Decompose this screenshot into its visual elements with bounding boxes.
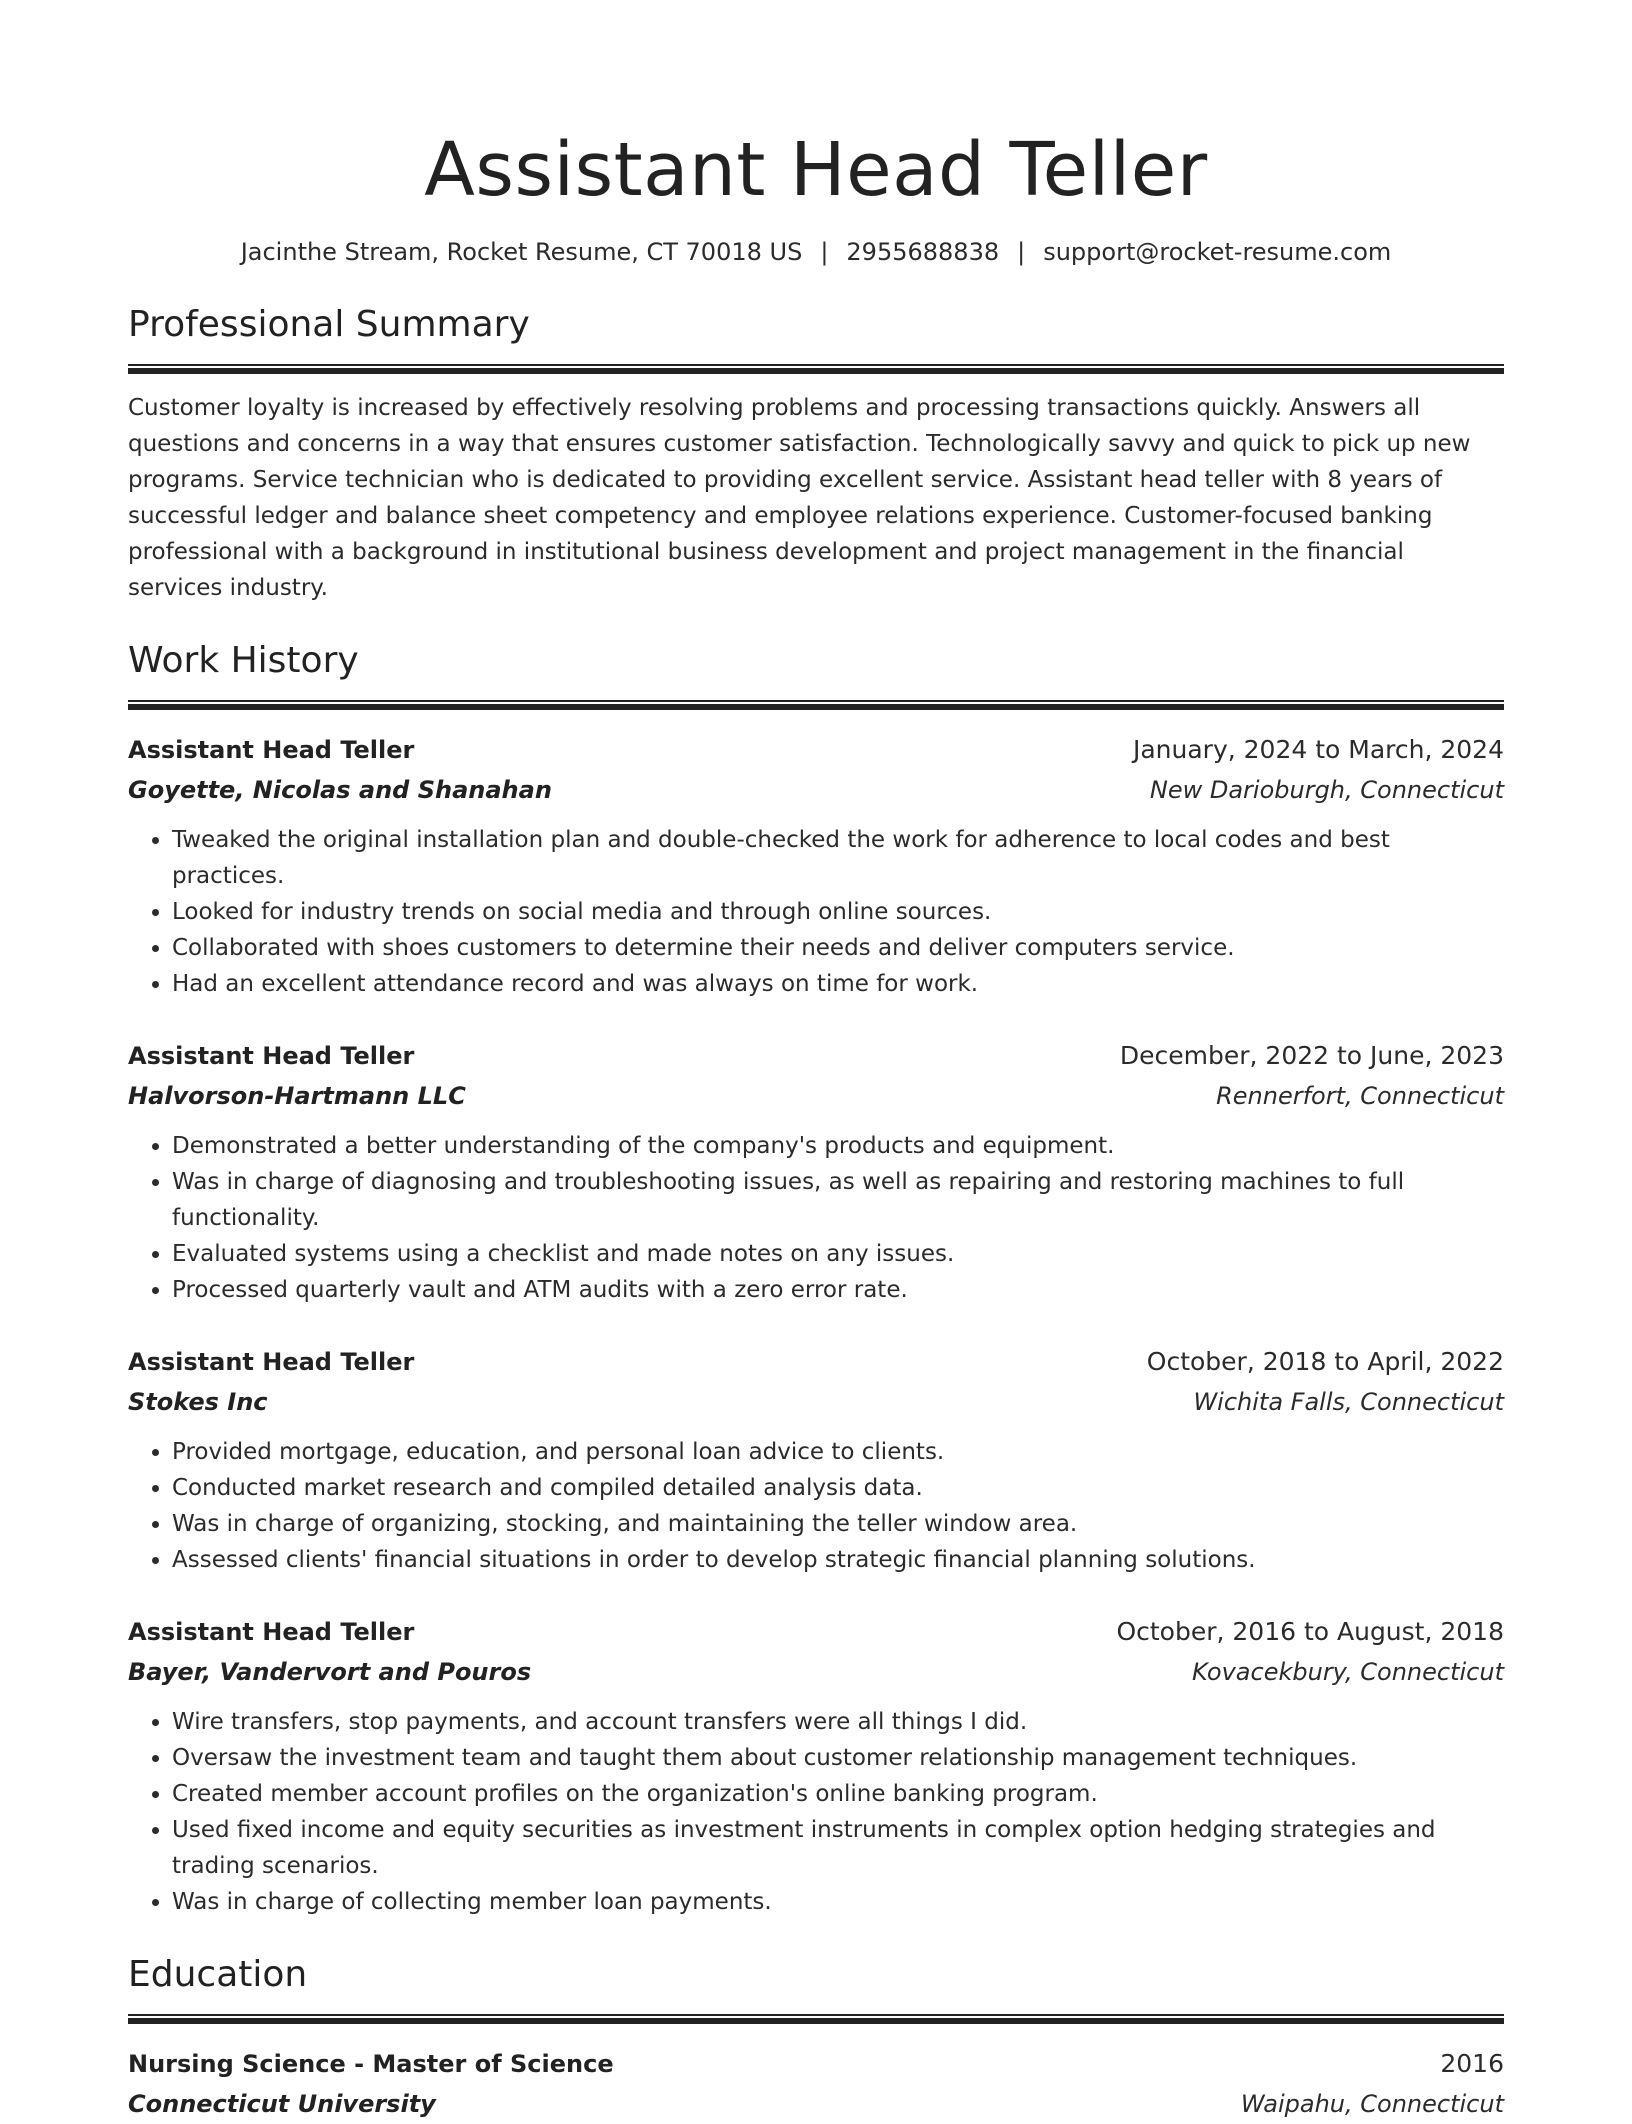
section-divider [128, 2014, 1504, 2024]
job-location: Kovacekbury, Connecticut [1192, 1658, 1504, 1686]
education-header-row [128, 2044, 1504, 2084]
list-item: • Evaluated systems using a checklist and made notes on any issues. [172, 1236, 1504, 1272]
job-title: Assistant Head Teller [128, 1348, 415, 1376]
list-item: • Assessed clients' financial situations in order to develop strategic financial planning solutions. [172, 1542, 1504, 1578]
education-entry [128, 2044, 1504, 2124]
job-company-row [128, 770, 1504, 810]
education-location: Waipahu, Connecticut [1240, 2090, 1504, 2118]
list-item: • Tweaked the original installation plan and double-checked the work for adherence to local codes and best practices. [172, 822, 1504, 894]
job-bullets [128, 1128, 1504, 1308]
resume-title: Assistant Head Teller [424, 127, 1208, 213]
job-company-row [128, 1382, 1504, 1422]
job-entry [128, 730, 1504, 1002]
list-item: • Had an excellent attendance record and was always on time for work. [172, 966, 1504, 1002]
job-entry [128, 1342, 1504, 1578]
job-title: Assistant Head Teller [128, 1618, 415, 1646]
contact-email: support@rocket-resume.com [1043, 238, 1392, 266]
list-item: • Provided mortgage, education, and personal loan advice to clients. [172, 1434, 1504, 1470]
resume-page [128, 0, 1504, 2124]
job-company: Stokes Inc [128, 1388, 268, 1416]
education-section [128, 1950, 1504, 2124]
list-item: • Processed quarterly vault and ATM audits with a zero error rate. [172, 1272, 1504, 1308]
job-bullets [128, 822, 1504, 1002]
summary-text: Customer loyalty is increased by effectively resolving problems and processing transactions quickly. Answers all questions and concerns in a way that ensures customer satisfaction. Technologically savvy and quick to pick up new programs. Service technician who is dedicated to providing excellent service. Assistant head teller with 8 years of successful ledger and balance sheet competency and employee relations experience. Customer-focused banking professional with a background in institutional business development and project management in the financial services industry. [128, 395, 1471, 601]
education-school: Connecticut University [128, 2090, 436, 2118]
contact-separator: | [1017, 238, 1026, 266]
education-degree: Nursing Science - Master of Science [128, 2050, 614, 2078]
job-dates: January, 2024 to March, 2024 [1132, 735, 1504, 764]
job-location: Wichita Falls, Connecticut [1193, 1388, 1504, 1416]
job-header-row [128, 1612, 1504, 1652]
contact-phone: 2955688838 [846, 238, 1000, 266]
list-item: • Oversaw the investment team and taught them about customer relationship management techniques. [172, 1740, 1504, 1776]
list-item: • Was in charge of diagnosing and troubleshooting issues, as well as repairing and restoring machines to full functionality. [172, 1164, 1504, 1236]
list-item: • Created member account profiles on the organization's online banking program. [172, 1776, 1504, 1812]
education-year: 2016 [1440, 2049, 1504, 2078]
job-title: Assistant Head Teller [128, 1042, 415, 1070]
job-dates: October, 2018 to April, 2022 [1146, 1347, 1504, 1376]
job-location: New Darioburgh, Connecticut [1149, 776, 1504, 804]
job-location: Rennerfort, Connecticut [1216, 1082, 1504, 1110]
job-header-row [128, 1342, 1504, 1382]
contact-separator: | [820, 238, 829, 266]
list-item: • Was in charge of collecting member loan payments. [172, 1884, 1504, 1920]
job-header-row [128, 730, 1504, 770]
section-divider [128, 364, 1504, 374]
education-heading: Education [128, 1954, 308, 1995]
job-title: Assistant Head Teller [128, 736, 415, 764]
job-dates: December, 2022 to June, 2023 [1119, 1041, 1504, 1070]
list-item: • Was in charge of organizing, stocking, and maintaining the teller window area. [172, 1506, 1504, 1542]
summary-section [128, 300, 1504, 606]
summary-heading: Professional Summary [128, 304, 530, 345]
education-school-row [128, 2084, 1504, 2124]
list-item: • Looked for industry trends on social media and through online sources. [172, 894, 1504, 930]
job-company: Goyette, Nicolas and Shanahan [128, 776, 552, 804]
work-history-heading: Work History [128, 640, 359, 681]
list-item: • Wire transfers, stop payments, and account transfers were all things I did. [172, 1704, 1504, 1740]
list-item: • Demonstrated a better understanding of the company's products and equipment. [172, 1128, 1504, 1164]
job-company-row [128, 1076, 1504, 1116]
list-item: • Conducted market research and compiled detailed analysis data. [172, 1470, 1504, 1506]
job-bullets [128, 1434, 1504, 1578]
job-header-row [128, 1036, 1504, 1076]
job-company: Bayer, Vandervort and Pouros [128, 1658, 532, 1686]
job-entry [128, 1612, 1504, 1920]
list-item: • Collaborated with shoes customers to determine their needs and deliver computers service. [172, 930, 1504, 966]
job-company-row [128, 1652, 1504, 1692]
contact-line [128, 234, 1504, 270]
job-dates: October, 2016 to August, 2018 [1116, 1617, 1504, 1646]
list-item: • Used fixed income and equity securities as investment instruments in complex option hedging strategies and trading scenarios. [172, 1812, 1504, 1884]
work-history-section [128, 636, 1504, 1920]
job-company: Halvorson-Hartmann LLC [128, 1082, 466, 1110]
job-bullets [128, 1704, 1504, 1920]
contact-address: Jacinthe Stream, Rocket Resume, CT 70018 US [240, 238, 803, 266]
section-divider [128, 700, 1504, 710]
job-entry [128, 1036, 1504, 1308]
